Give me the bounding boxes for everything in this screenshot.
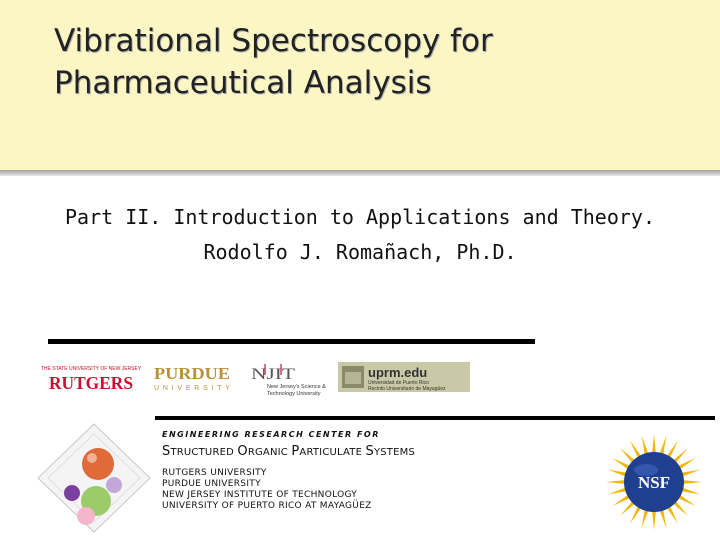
nsf-ray bbox=[608, 470, 628, 477]
rutgers-logo bbox=[40, 364, 142, 393]
divider-rule-top bbox=[48, 339, 535, 344]
erc-member: RUTGERS UNIVERSITY bbox=[162, 468, 267, 478]
divider-rule-bottom bbox=[155, 416, 715, 420]
slide-subtitle bbox=[0, 200, 720, 270]
purdue-logo-wordmark: PURDUE bbox=[154, 364, 230, 383]
nsf-ray bbox=[659, 436, 666, 456]
njit-logo bbox=[247, 361, 333, 399]
erc-member-list bbox=[162, 468, 602, 512]
nsf-ray bbox=[652, 434, 656, 454]
uprm-logo-wordmark: uprm.edu bbox=[368, 365, 428, 380]
purdue-logo-subtitle: UNIVERSITY bbox=[154, 385, 230, 392]
erc-member: NEW JERSEY INSTITUTE OF TECHNOLOGY bbox=[162, 490, 358, 500]
uprm-logo-tagline-2: Recinto Universitario de Mayagüez bbox=[368, 386, 446, 392]
purple-sphere-icon bbox=[64, 485, 80, 501]
slide-title: Vibrational Spectroscopy for Pharmaceutical Analysis bbox=[54, 23, 493, 101]
nsf-ray bbox=[682, 480, 702, 484]
nsf-ray bbox=[606, 480, 626, 484]
erc-info bbox=[162, 430, 602, 512]
nsf-ray bbox=[659, 509, 666, 529]
nsf-ray bbox=[681, 487, 701, 494]
uprm-logo bbox=[338, 362, 470, 392]
subtitle-line-2: Rodolfo J. Romañach, Ph.D. bbox=[203, 240, 517, 264]
lavender-sphere-icon bbox=[106, 477, 122, 493]
nsf-ray bbox=[642, 436, 649, 456]
erc-heading: ENGINEERING RESEARCH CENTER FOR bbox=[162, 430, 380, 439]
nsf-ray bbox=[642, 509, 649, 529]
orange-sphere-icon bbox=[82, 448, 114, 480]
nsf-ray bbox=[681, 470, 701, 477]
erc-center-name: STRUCTURED ORGANIC PARTICULATE SYSTEMS bbox=[162, 444, 416, 459]
purdue-logo bbox=[152, 362, 234, 392]
pink-sphere-icon bbox=[77, 507, 95, 525]
njit-logo-wordmark: NJIT bbox=[251, 366, 296, 383]
erc-member: UNIVERSITY OF PUERTO RICO AT MAYAGÜEZ bbox=[162, 501, 372, 511]
nsf-logo bbox=[604, 432, 704, 532]
rutgers-logo-tagline: THE STATE UNIVERSITY OF NEW JERSEY bbox=[40, 366, 142, 372]
njit-logo-tagline-1: New Jersey's Science & bbox=[267, 384, 326, 390]
erc-molecule-logo bbox=[34, 422, 154, 534]
subtitle-line-1: Part II. Introduction to Applications and Theory. bbox=[64, 205, 655, 229]
nsf-logo-wordmark: NSF bbox=[637, 473, 671, 492]
nsf-ray bbox=[652, 510, 656, 530]
erc-member: PURDUE UNIVERSITY bbox=[162, 479, 261, 489]
uprm-logo-tagline-1: Universidad de Puerto Rico bbox=[368, 380, 429, 386]
rutgers-logo-wordmark: RUTGERS bbox=[49, 373, 133, 393]
title-band-shadow bbox=[0, 170, 720, 176]
njit-logo-tagline-2: Technology University bbox=[267, 391, 321, 397]
nsf-ray bbox=[608, 487, 628, 494]
